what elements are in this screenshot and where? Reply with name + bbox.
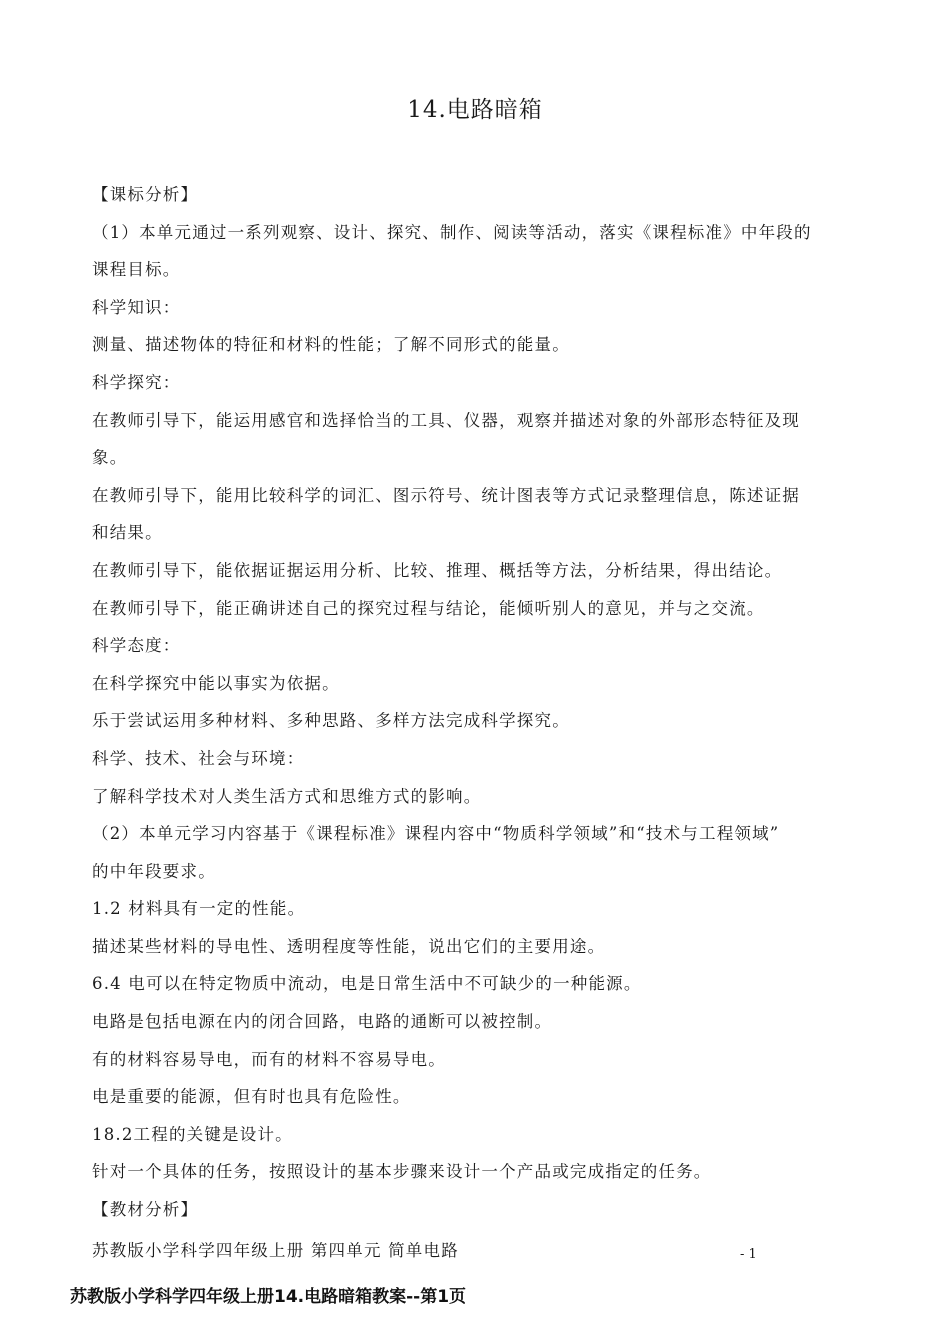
paragraph-line: 电是重要的能源，但有时也具有危险性。 bbox=[92, 1087, 411, 1107]
paragraph-line: 在教师引导下，能正确讲述自己的探究过程与结论，能倾听别人的意见，并与之交流。 bbox=[92, 598, 765, 618]
section-heading-textbook: 【教材分析】 bbox=[92, 1200, 199, 1220]
subheading-science-inquiry: 科学探究： bbox=[92, 372, 181, 392]
paragraph-line: 课程目标。 bbox=[92, 260, 181, 280]
document-body bbox=[92, 176, 867, 1229]
paragraph-line: 电路是包括电源在内的闭合回路，电路的通断可以被控制。 bbox=[92, 1012, 553, 1032]
paragraph-line: 1.2 材料具有一定的性能。 bbox=[92, 899, 306, 919]
paragraph-line: 和结果。 bbox=[92, 523, 163, 543]
page-footer-source: 苏教版小学科学四年级上册 第四单元 简单电路 bbox=[92, 1241, 459, 1260]
paragraph-line: 的中年段要求。 bbox=[92, 861, 216, 881]
paragraph-line: 针对一个具体的任务，按照设计的基本步骤来设计一个产品或完成指定的任务。 bbox=[92, 1162, 712, 1182]
section-heading-curriculum: 【课标分析】 bbox=[92, 185, 199, 204]
paragraph-line: 象。 bbox=[92, 448, 128, 468]
paragraph-line: 描述某些材料的导电性、透明程度等性能，说出它们的主要用途。 bbox=[92, 936, 606, 956]
subheading-stse: 科学、技术、社会与环境： bbox=[92, 748, 305, 768]
document-caption: 苏教版小学科学四年级上册14.电路暗箱教案--第1页 bbox=[70, 1287, 467, 1307]
subheading-science-knowledge: 科学知识： bbox=[92, 297, 181, 317]
paragraph-line: （2）本单元学习内容基于《课程标准》课程内容中“物质科学领域”和“技术与工程领域” bbox=[92, 824, 780, 844]
paragraph-line: 在教师引导下，能依据证据运用分析、比较、推理、概括等方法，分析结果，得出结论。 bbox=[92, 560, 783, 580]
paragraph-line: 6.4 电可以在特定物质中流动，电是日常生活中不可缺少的一种能源。 bbox=[92, 974, 642, 994]
subheading-science-attitude: 科学态度： bbox=[92, 636, 181, 656]
paragraph-line: 有的材料容易导电，而有的材料不容易导电。 bbox=[92, 1049, 446, 1069]
paragraph-line: 测量、描述物体的特征和材料的性能；了解不同形式的能量。 bbox=[92, 335, 570, 355]
page-title: 14.电路暗箱 bbox=[407, 97, 543, 123]
paragraph-line: （1）本单元通过一系列观察、设计、探究、制作、阅读等活动，落实《课程标准》中年段的 bbox=[92, 222, 812, 242]
paragraph-line: 18.2工程的关键是设计。 bbox=[92, 1124, 293, 1144]
paragraph-line: 在教师引导下，能用比较科学的词汇、图示符号、统计图表等方式记录整理信息，陈述证据 bbox=[92, 485, 800, 505]
paragraph-line: 乐于尝试运用多种材料、多种思路、多样方法完成科学探究。 bbox=[92, 711, 570, 731]
paragraph-line: 在科学探究中能以事实为依据。 bbox=[92, 673, 340, 693]
paragraph-line: 在教师引导下，能运用感官和选择恰当的工具、仪器，观察并描述对象的外部形态特征及现 bbox=[92, 410, 800, 430]
paragraph-line: 了解科学技术对人类生活方式和思维方式的影响。 bbox=[92, 786, 482, 806]
page-number: - 1 bbox=[740, 1247, 757, 1262]
